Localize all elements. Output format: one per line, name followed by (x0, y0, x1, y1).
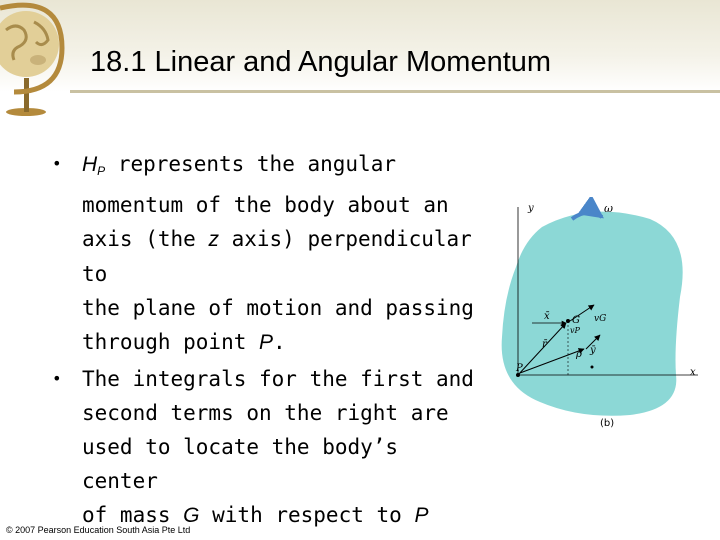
symbol-subscript-P: P (97, 164, 106, 178)
slide-title: 18.1 Linear and Angular Momentum (90, 46, 552, 78)
bullet2-line1: The integrals for the first and (82, 367, 474, 391)
symbol-H: H (82, 153, 98, 176)
bullet1-line2: momentum of the body about an (82, 193, 449, 217)
bullet1-line4: the plane of motion and passing (82, 296, 474, 320)
globe-icon (0, 0, 72, 118)
bullet-angular-momentum (52, 147, 482, 360)
y-axis-label: y (528, 203, 534, 214)
title-divider (70, 90, 720, 93)
bullet2-line3: used to locate the body’s center (82, 435, 399, 493)
variable-G: G (183, 504, 200, 527)
variable-P: P (259, 331, 274, 354)
r-bar-label: r̄ (542, 339, 547, 350)
x-axis-label: x (690, 367, 696, 378)
variable-P-end: P (414, 504, 429, 527)
rho-label: ρ (576, 349, 582, 360)
omega-label: ω (604, 202, 613, 215)
vG-label: vG (594, 314, 607, 324)
variable-z: z (208, 228, 219, 251)
y-bar-label: ȳ (590, 345, 596, 356)
rigid-body-figure (480, 197, 700, 432)
bullet1-line3-post: axis) perpendicular to (82, 227, 472, 286)
P-point-label: P (516, 363, 523, 374)
bullet2-line2: second terms on the right are (82, 401, 449, 425)
copyright-footer: © 2007 Pearson Education South Asia Pte Ltd (6, 525, 191, 535)
bullet-dot-icon: • (52, 369, 62, 388)
bullet2-line4-mid: with respect to (199, 503, 415, 527)
v-rho-label: vP (570, 326, 580, 335)
bullet1-line3-pre: axis (the (82, 227, 209, 251)
figure-caption: (b) (600, 418, 615, 429)
bullet1-line1: represents the angular (105, 152, 396, 176)
bullet-dot-icon: • (52, 154, 62, 173)
bullet1-line5-pre: through point (82, 330, 260, 354)
bullet-list (52, 147, 482, 533)
x-bar-label: x̄ (544, 311, 550, 322)
G-label: G (572, 315, 580, 326)
bullet-center-of-mass (52, 362, 482, 533)
rigid-body-shape (502, 212, 683, 416)
bullet2-line4-pre: of mass (82, 503, 184, 527)
bullet1-line5-post: . (273, 330, 286, 354)
